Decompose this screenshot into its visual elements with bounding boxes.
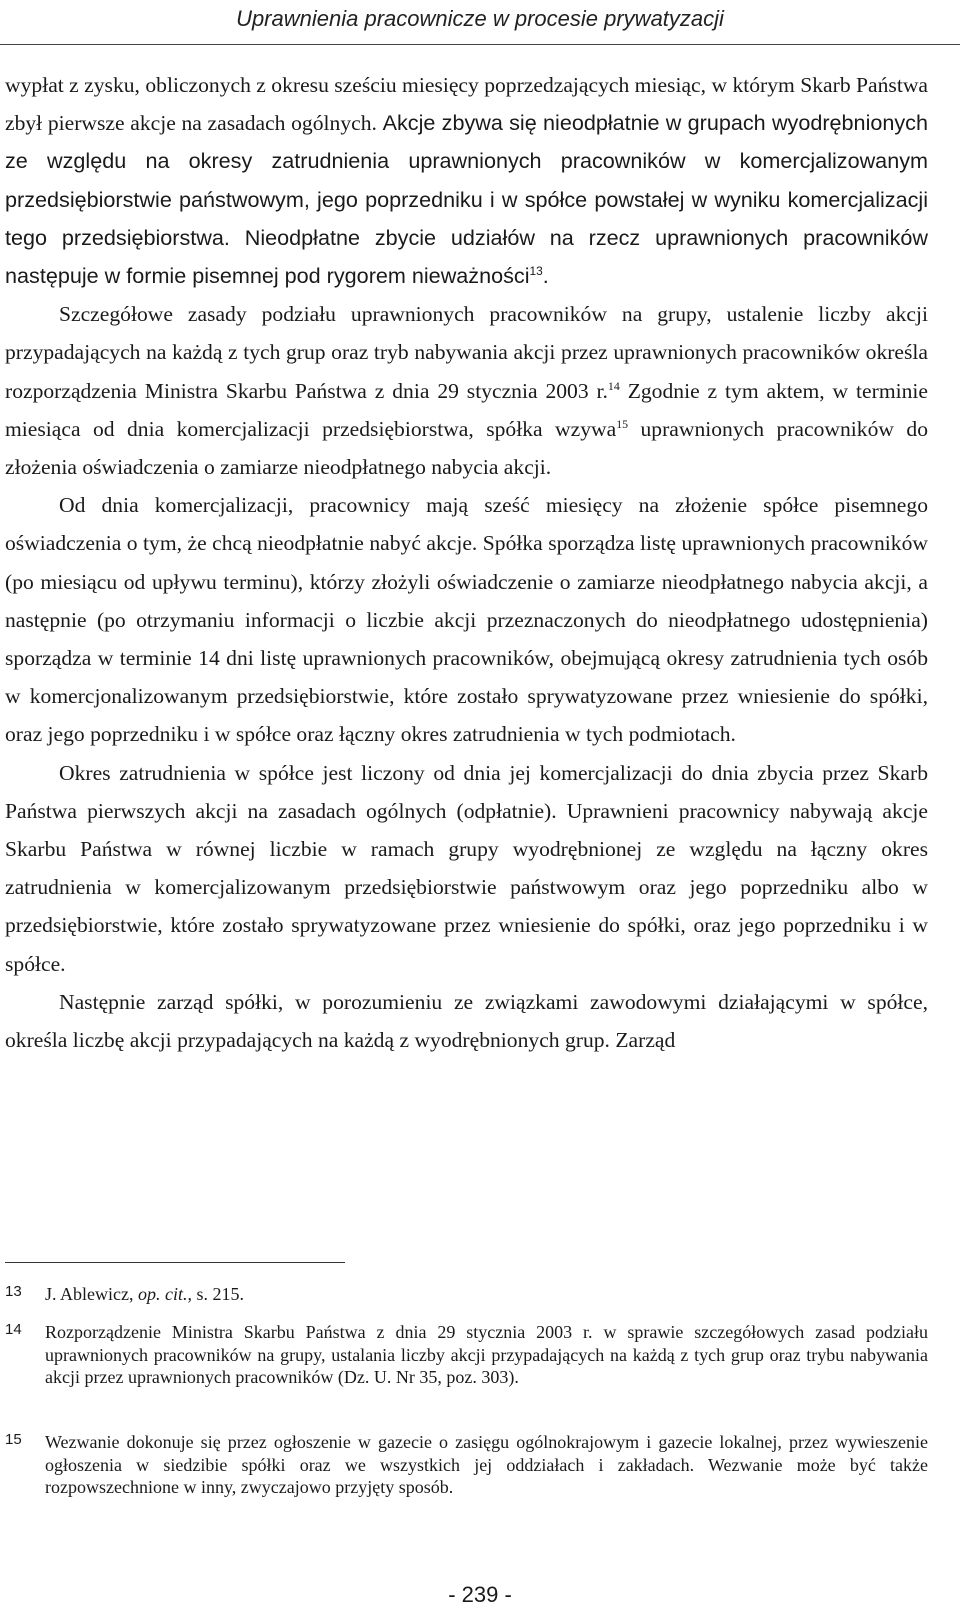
paragraph-2 [5, 295, 928, 486]
footnote-author: J. Ablewicz, [45, 1284, 138, 1304]
footnote-ref-14[interactable]: 14 [607, 378, 620, 393]
footnote-text: Wezwanie dokonuje się przez ogłoszenie w gazecie o zasięgu ogólnokrajowym i gazecie lokalnej, przez wywieszenie ogłoszenia w siedzibie spółki oraz we wszystkich jej oddziałach i zakładach. Wezwanie może być także rozpowszechnione w inny, zwyczajowo przyjęty sposób. [45, 1432, 928, 1498]
paragraph-4: Okres zatrudnienia w spółce jest liczony od dnia jej komercjalizacji do dnia zbycia przez Skarb Państwa pierwszych akcji na zasadach ogólnych (odpłatnie). Uprawnieni pracownicy nabywają akcje Skarbu Państwa w równej liczbie w ramach grupy wyodrębnionej ze względu na łączny okres zatrudnienia w komercjalizowanym przedsiębiorstwie państwowym oraz jego poprzedniku albo w przedsiębiorstwie, które zostało sprywatyzowane przez wniesienie do spółki, oraz jego poprzedniku i w spółce. [5, 760, 928, 976]
footnote-text: Rozporządzenie Ministra Skarbu Państwa z dnia 29 stycznia 2003 r. w sprawie szczegółowych zasad podziału uprawnionych pracowników na grupy, ustalania liczby akcji przypadających na każdą z tych grup oraz trybu nabywania akcji przez uprawnionych pracowników (Dz. U. Nr 35, poz. 303). [45, 1322, 928, 1388]
paragraph-5: Następnie zarząd spółki, w porozumieniu ze związkami zawodowymi działającymi w spółce, określa liczbę akcji przypadających na każdą z wyodrębnionych grup. Zarząd [5, 989, 928, 1053]
footnote-13 [5, 1283, 928, 1306]
footnote-ref-13[interactable]: 13 [529, 263, 543, 278]
footnote-15 [5, 1431, 928, 1499]
running-header: Uprawnienia pracownicze w procesie prywatyzacji [236, 6, 724, 31]
page-number: - 239 - [448, 1582, 512, 1607]
footnote-page-ref: , s. 215. [187, 1284, 244, 1304]
footnote-number: 15 [5, 1431, 22, 1448]
paragraph-1 [5, 66, 928, 295]
footnote-op-cit: op. cit. [137, 1284, 188, 1304]
header-rule [0, 44, 960, 45]
paragraph-1-end: . [542, 263, 549, 289]
footnote-separator [5, 1262, 345, 1263]
paragraph-1-part-b: Akcje zbywa się nieodpłatnie w grupach wyodrębnionych ze względu na okresy zatrudnienia uprawnionych pracowników w komercjalizowanym przedsiębiorstwie państwowym, jego poprzedniku i w spółce powstałej w wyniku komercjalizacji tego przedsiębiorstwa. Nieodpłatne zbycie udziałów na rzecz uprawnionych pracowników następuje w formie pisemnej pod rygorem nieważności [5, 110, 928, 289]
footnote-text [45, 1283, 928, 1306]
footnote-number: 13 [5, 1283, 22, 1300]
body-text [5, 66, 928, 1059]
paragraph-2-part-c: uprawnionych pracowników do złożenia oświadczenia o zamiarze nieodpłatnego nabycia akcji. [5, 416, 928, 480]
footnote-14 [5, 1321, 928, 1389]
paragraph-2-part-b: Zgodnie z tym aktem, w terminie miesiąca od dnia komercjalizacji przedsiębiorstwa, spółka wzywa [5, 378, 928, 441]
paragraph-2-part-a: Szczegółowe zasady podziału uprawnionych pracowników na grupy, ustalenie liczby akcji przypadających na każdą z tych grup oraz tryb nabywania akcji przez uprawnionych pracowników określa rozporządzenia Ministra Skarbu Państwa z dnia 29 stycznia 2003 r. [5, 302, 928, 403]
paragraph-3: Od dnia komercjalizacji, pracownicy mają sześć miesięcy na złożenie spółce pisemnego oświadczenia o tym, że chcą nieodpłatnie nabyć akcje. Spółka sporządza listę uprawnionych pracowników (po miesiącu od upływu terminu), którzy złożyli oświadczenie o zamiarze nieodpłatnego nabycia akcji, a następnie (po otrzymaniu informacji o liczbie akcji przeznaczonych do nieodpłatnego udostępnienia) sporządza w terminie 14 dni listę uprawnionych pracowników, obejmującą okresy zatrudnienia tych osób w komercjonalizowanym przedsiębiorstwie, które zostało sprywatyzowane przez wniesienie do spółki, oraz jego poprzedniku i w spółce oraz łączny okres zatrudnienia w tych podmiotach. [5, 493, 928, 747]
footnote-ref-15[interactable]: 15 [616, 416, 629, 431]
paragraph-1-part-a: wypłat z zysku, obliczonych z okresu sześciu miesięcy poprzedzających miesiąc, w którym Skarb Państwa zbył pierwsze akcje na zasadach ogólnych. [5, 73, 928, 136]
footnote-number: 14 [5, 1321, 22, 1338]
